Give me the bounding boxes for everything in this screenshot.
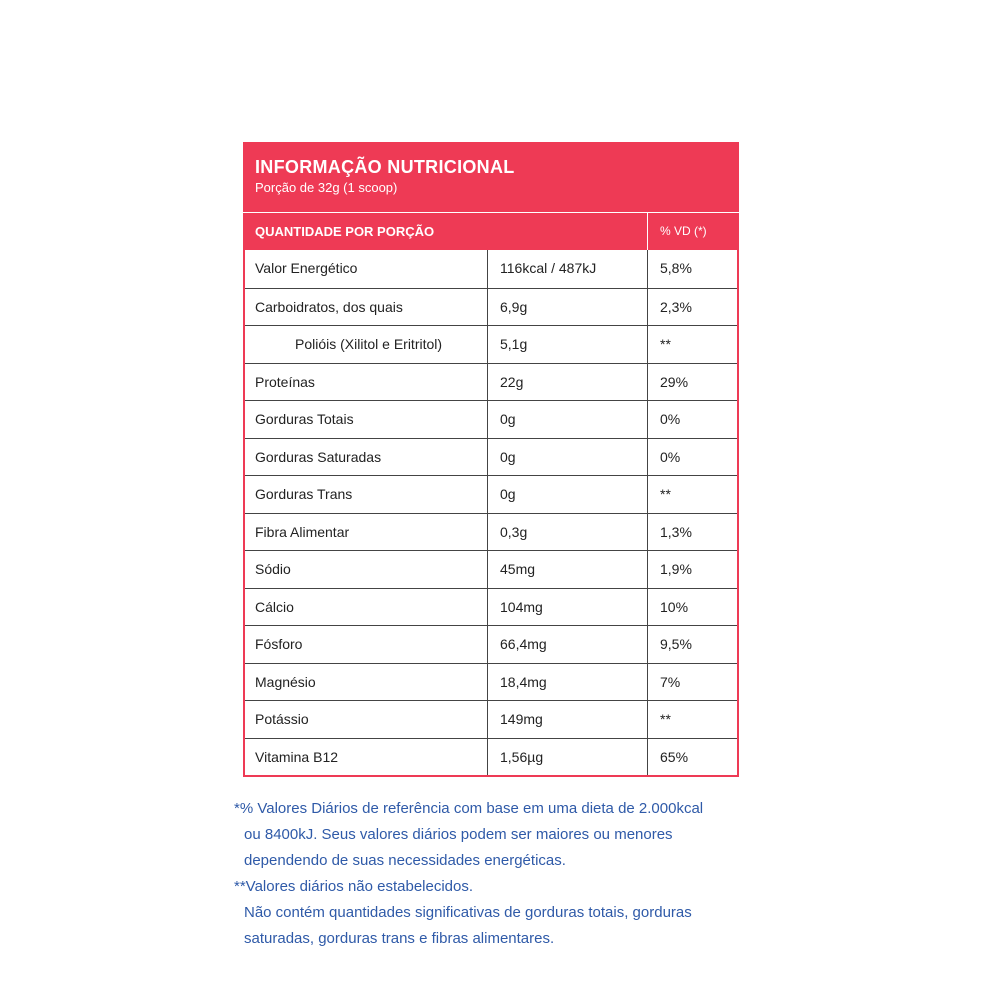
nutrient-name: Potássio xyxy=(245,701,488,738)
table-row xyxy=(245,363,737,401)
table-row xyxy=(245,400,737,438)
nutrient-name: Fibra Alimentar xyxy=(245,514,488,551)
table-row xyxy=(245,513,737,551)
nutrient-vd: 29% xyxy=(660,373,689,390)
nutrition-title: INFORMAÇÃO NUTRICIONAL xyxy=(255,157,515,177)
nutrient-amount: 18,4mg xyxy=(488,664,648,701)
nutrient-amount: 66,4mg xyxy=(488,626,648,663)
nutrient-vd: 10% xyxy=(660,598,689,615)
nutrient-name: Sódio xyxy=(245,551,488,588)
nutrient-amount: 149mg xyxy=(488,701,648,738)
nutrient-vd: 1,3% xyxy=(660,523,692,540)
nutrient-amount: 1,56µg xyxy=(488,739,648,776)
nutrient-vd: 0% xyxy=(660,411,681,427)
table-header-row xyxy=(243,212,739,250)
table-row xyxy=(245,588,737,626)
nutrient-vd: 1,9% xyxy=(660,561,692,577)
nutrient-name: Gorduras Saturadas xyxy=(245,439,488,476)
table-row xyxy=(245,550,737,588)
nutrient-amount: 45mg xyxy=(488,551,648,588)
nutrient-name: Gorduras Totais xyxy=(245,401,488,438)
nutrient-vd: ** xyxy=(660,486,671,502)
nutrient-vd: 7% xyxy=(660,673,681,690)
nutrient-name: Fósforo xyxy=(245,626,488,663)
nutrition-table xyxy=(243,250,739,777)
nutrient-name: Gorduras Trans xyxy=(245,476,488,513)
nutrient-vd: 2,3% xyxy=(660,298,692,315)
nutrition-facts-panel xyxy=(243,142,739,777)
nutrient-name: Magnésio xyxy=(245,664,488,701)
nutrient-name: Polióis (Xilitol e Eritritol) xyxy=(245,326,488,363)
nutrient-vd: 0% xyxy=(660,448,681,465)
nutrient-name: Cálcio xyxy=(245,589,488,626)
nutrient-vd: ** xyxy=(660,336,671,352)
nutrient-amount: 116kcal / 487kJ xyxy=(488,250,648,288)
portion-size: Porção de 32g (1 scoop) xyxy=(255,180,398,195)
table-row xyxy=(245,700,737,738)
table-row xyxy=(245,250,737,288)
nutrient-amount: 0g xyxy=(488,439,648,476)
footnote-line: saturadas, gorduras trans e fibras alimentares. xyxy=(244,930,555,947)
nutrient-name: Vitamina B12 xyxy=(245,739,488,776)
footnotes xyxy=(234,796,754,952)
nutrient-vd: ** xyxy=(660,711,671,727)
nutrient-amount: 0g xyxy=(488,401,648,438)
nutrient-amount: 6,9g xyxy=(488,289,648,326)
footnote-line: *% Valores Diários de referência com base em uma dieta de 2.000kcal xyxy=(234,800,704,817)
nutrient-name: Proteínas xyxy=(245,364,488,401)
table-row xyxy=(245,325,737,363)
nutrient-amount: 104mg xyxy=(488,589,648,626)
table-row xyxy=(245,475,737,513)
table-row xyxy=(245,663,737,701)
nutrition-header xyxy=(243,142,739,212)
quantity-header: QUANTIDADE POR PORÇÃO xyxy=(243,213,648,250)
nutrient-amount: 5,1g xyxy=(488,326,648,363)
nutrient-amount: 0,3g xyxy=(488,514,648,551)
table-row xyxy=(245,738,737,776)
nutrient-vd: 9,5% xyxy=(660,636,692,652)
table-row xyxy=(245,625,737,663)
nutrient-amount: 22g xyxy=(488,364,648,401)
nutrient-amount: 0g xyxy=(488,476,648,513)
table-row xyxy=(245,438,737,476)
nutrient-name: Valor Energético xyxy=(245,250,488,288)
nutrient-vd: 65% xyxy=(660,748,689,765)
footnote-line: Não contém quantidades significativas de gorduras totais, gorduras xyxy=(244,904,692,921)
nutrient-name: Carboidratos, dos quais xyxy=(245,289,488,326)
footnote-line: dependendo de suas necessidades energéticas. xyxy=(244,852,566,869)
footnote-line: **Valores diários não estabelecidos. xyxy=(234,878,474,895)
table-row xyxy=(245,288,737,326)
footnote-line: ou 8400kJ. Seus valores diários podem ser maiores ou menores xyxy=(244,826,673,843)
vd-header: % VD (*) xyxy=(660,224,707,238)
nutrient-vd: 5,8% xyxy=(660,260,692,276)
